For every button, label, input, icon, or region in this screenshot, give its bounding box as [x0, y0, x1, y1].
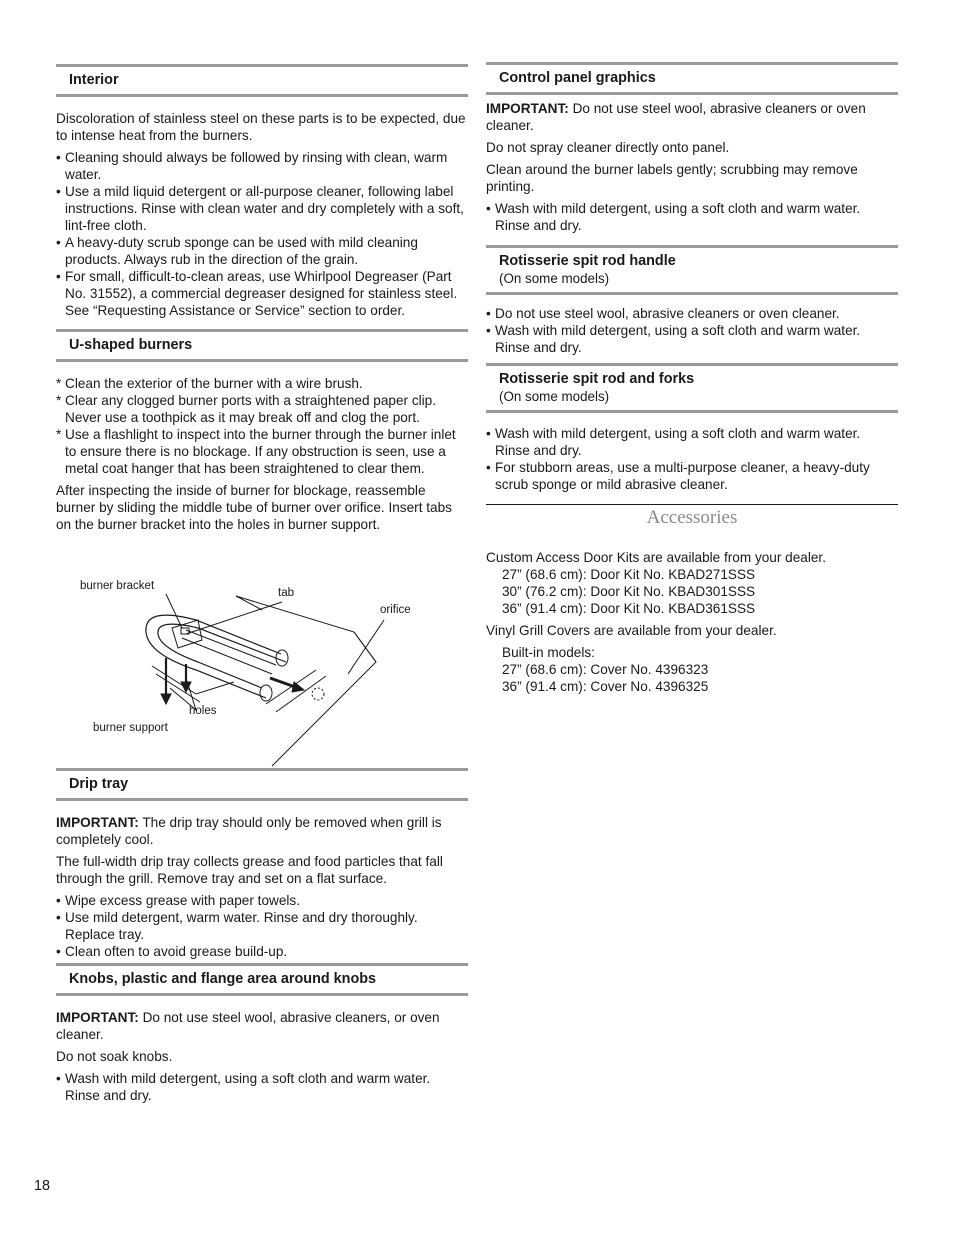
spit-forks-section: [486, 363, 898, 498]
list-item: 36” (91.4 cm): Door Kit No. KBAD361SSS: [502, 601, 756, 616]
spit-handle-sub: (On some models): [499, 271, 610, 286]
covers-list: [486, 644, 898, 695]
list-item: 27” (68.6 cm): Cover No. 4396323: [502, 662, 709, 677]
drip-tray-important: [56, 814, 468, 848]
u-burners-after: After inspecting the inside of burner for blockage, reassemble burner by sliding the middle tube of burner over orifice. Insert tabs on the burner bracket into the holes in burner support.: [56, 483, 452, 532]
control-panel-heading: Control panel graphics: [486, 62, 898, 95]
accessories-rule: [486, 504, 898, 505]
u-burners-heading: U-shaped burners: [56, 329, 468, 362]
list-item: 27” (68.6 cm): Door Kit No. KBAD271SSS: [502, 567, 756, 582]
important-text: The drip tray should only be removed when grill is completely cool.: [56, 815, 442, 847]
list-item: • Wash with mild detergent, using a soft cloth and warm water. Rinse and dry.: [486, 425, 898, 459]
control-panel-para1: Do not spray cleaner directly onto panel.: [486, 140, 730, 155]
list-item: • Use mild detergent, warm water. Rinse and dry thoroughly. Replace tray.: [56, 909, 468, 943]
drip-tray-section: [56, 768, 468, 965]
important-label: IMPORTANT:: [56, 815, 139, 830]
accessories-title: Accessories: [646, 507, 738, 528]
important-label: IMPORTANT:: [486, 101, 569, 116]
list-item: 30” (76.2 cm): Door Kit No. KBAD301SSS: [502, 584, 756, 599]
drip-tray-para: The full-width drip tray collects grease and food particles that fall through the grill. Remove tray and set on a flat surface.: [56, 854, 443, 886]
covers-intro: Vinyl Grill Covers are available from your dealer.: [486, 623, 777, 638]
control-panel-section: [486, 62, 898, 239]
important-text: Do not use steel wool, abrasive cleaners, or oven cleaner.: [56, 1010, 440, 1042]
list-item: 36” (91.4 cm): Cover No. 4396325: [502, 679, 709, 694]
spit-handle-section: [486, 245, 898, 361]
interior-bullets: [56, 149, 468, 319]
drip-tray-heading: Drip tray: [56, 768, 468, 801]
list-item: • Wash with mild detergent, using a soft cloth and warm water. Rinse and dry.: [486, 200, 898, 234]
important-label: IMPORTANT:: [56, 1010, 139, 1025]
knobs-section: [56, 963, 468, 1109]
label-tab: tab: [278, 587, 294, 599]
u-burners-steps: [56, 375, 468, 477]
knobs-heading: Knobs, plastic and flange area around knobs: [56, 963, 468, 996]
important-text: Do not use steel wool, abrasive cleaners or oven cleaner.: [486, 101, 866, 133]
list-item: • Wipe excess grease with paper towels.: [56, 892, 468, 909]
u-burners-section: [56, 329, 468, 538]
interior-section: [56, 64, 468, 324]
burner-diagram-illustration: [86, 570, 446, 770]
interior-intro: Discoloration of stainless steel on these parts is to be expected, due to intense heat from the burners.: [56, 111, 466, 143]
door-kits-list: [486, 566, 898, 617]
list-item: • For small, difficult-to-clean areas, use Whirlpool Degreaser (Part No. 31552), a commercial degreaser designed for stainless steel. See “Requesting Assistance or Service” section to order.: [56, 268, 468, 319]
drip-tray-bullets: [56, 892, 468, 960]
list-item: • A heavy-duty scrub sponge can be used with mild cleaning products. Always rub in the direction of the grain.: [56, 234, 468, 268]
accessories-section: [486, 536, 898, 695]
label-holes: holes: [189, 705, 217, 717]
control-panel-para2: Clean around the burner labels gently; scrubbing may remove printing.: [486, 162, 858, 194]
spit-forks-title: Rotisserie spit rod and forks: [499, 371, 695, 387]
interior-heading: Interior: [56, 64, 468, 97]
spit-handle-heading: [486, 245, 898, 295]
spit-forks-heading: [486, 363, 898, 413]
burner-diagram: [80, 570, 446, 770]
covers-heading: Built-in models:: [502, 645, 595, 660]
spit-forks-sub: (On some models): [499, 389, 610, 404]
list-item: • Cleaning should always be followed by rinsing with clean, warm water.: [56, 149, 468, 183]
list-item: * Clean the exterior of the burner with a wire brush.: [56, 375, 468, 392]
label-orifice: orifice: [380, 604, 411, 616]
list-item: * Use a flashlight to inspect into the burner through the burner inlet to ensure there is no blockage. If any obstruction is seen, use a metal coat hanger that has been straightened to clear them.: [56, 426, 468, 477]
spit-handle-title: Rotisserie spit rod handle: [499, 253, 676, 269]
knobs-para: Do not soak knobs.: [56, 1049, 173, 1064]
label-burner-support: burner support: [93, 722, 168, 734]
spit-handle-bullets: [486, 305, 898, 356]
door-kits-intro: Custom Access Door Kits are available from your dealer.: [486, 550, 826, 565]
list-item: * Clear any clogged burner ports with a straightened paper clip. Never use a toothpick as it may break off and clog the port.: [56, 392, 468, 426]
list-item: • Wash with mild detergent, using a soft cloth and warm water. Rinse and dry.: [56, 1070, 468, 1104]
spit-forks-bullets: [486, 425, 898, 493]
list-item: • Clean often to avoid grease build-up.: [56, 943, 468, 960]
list-item: • For stubborn areas, use a multi-purpose cleaner, a heavy-duty scrub sponge or mild abrasive cleaner.: [486, 459, 898, 493]
label-burner-bracket: burner bracket: [80, 580, 155, 592]
control-panel-important: [486, 100, 898, 134]
page-number: 18: [34, 1178, 51, 1194]
knobs-bullets: [56, 1070, 468, 1104]
knobs-important: [56, 1009, 468, 1043]
list-item: • Do not use steel wool, abrasive cleaners or oven cleaner.: [486, 305, 898, 322]
list-item: • Use a mild liquid detergent or all-purpose cleaner, following label instructions. Rinse with clean water and dry completely with a soft, lint-free cloth.: [56, 183, 468, 234]
control-panel-bullets: [486, 200, 898, 234]
list-item: • Wash with mild detergent, using a soft cloth and warm water. Rinse and dry.: [486, 322, 898, 356]
